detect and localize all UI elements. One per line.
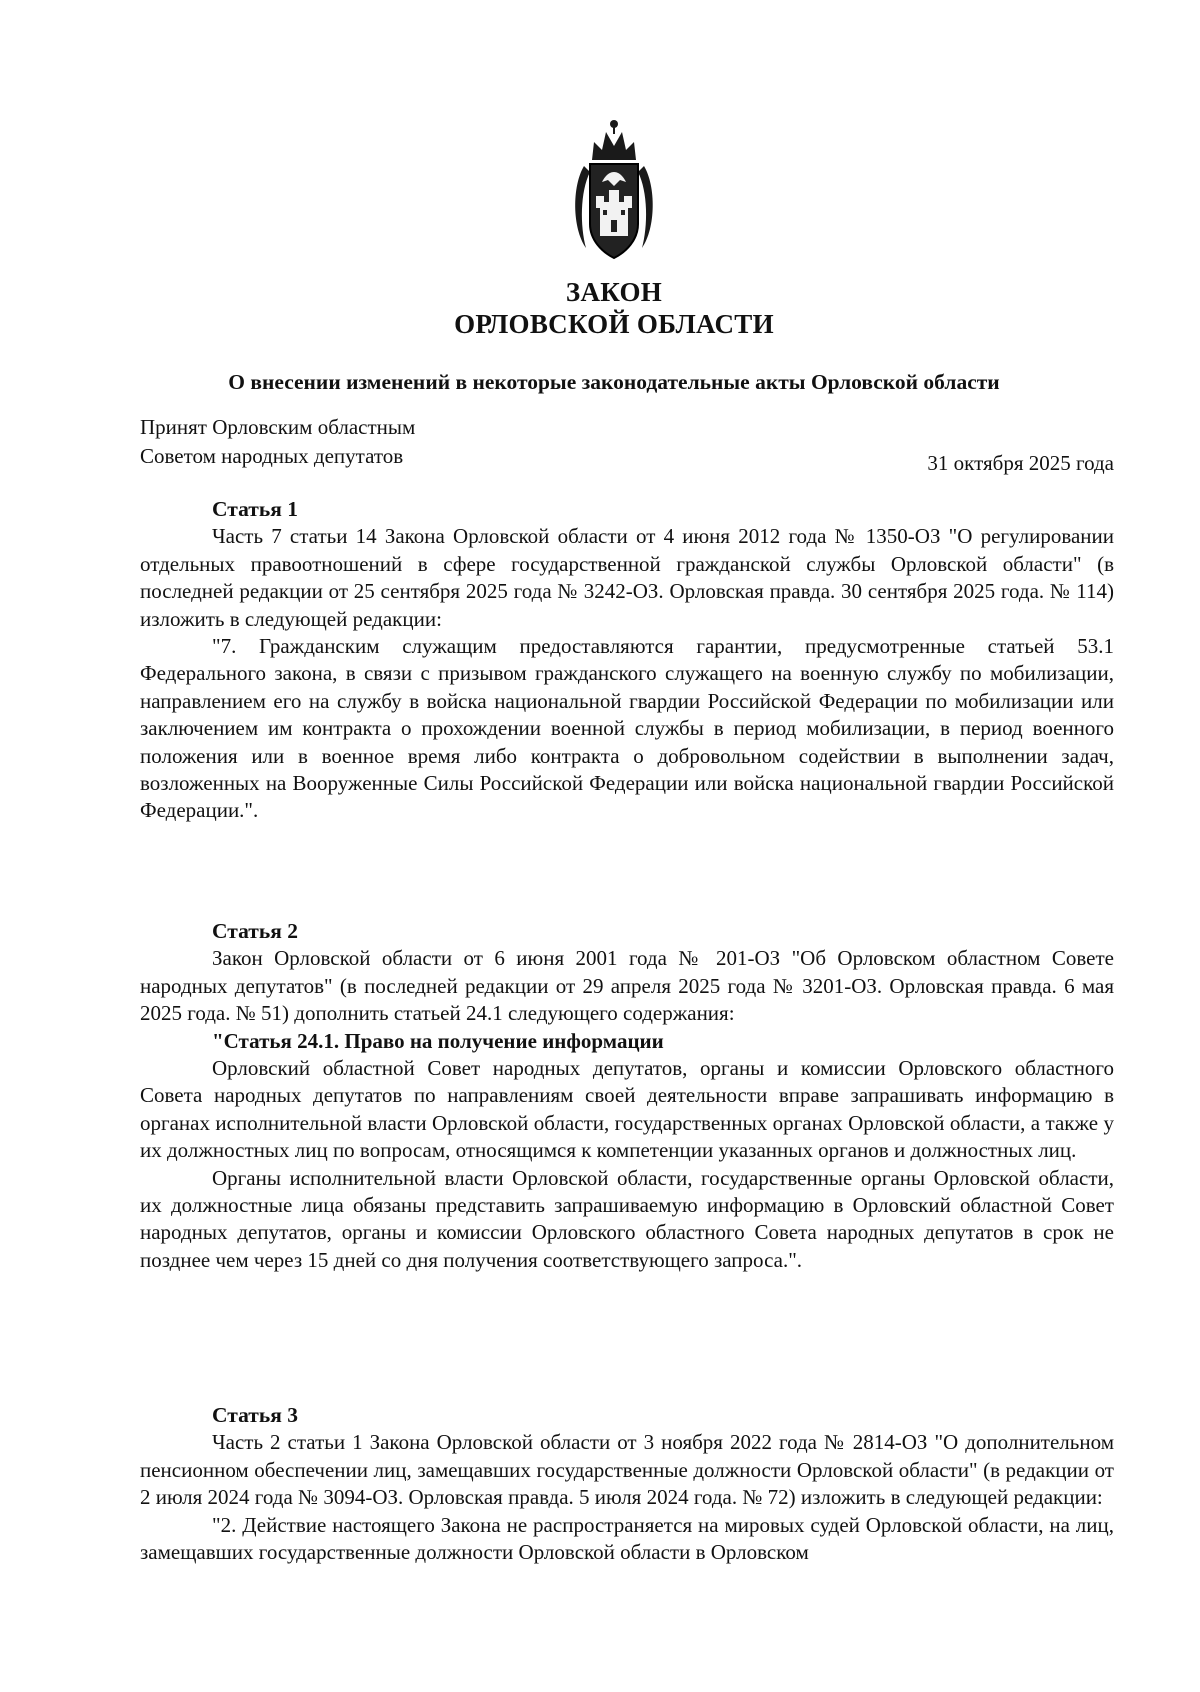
law-title-line2: ОРЛОВСКОЙ ОБЛАСТИ — [454, 309, 774, 339]
adoption-line1: Принят Орловским областным — [140, 415, 416, 439]
article-2 — [140, 918, 1114, 1274]
article-paragraph: "7. Гражданским служащим предоставляются гарантии, предусмотренные статьей 53.1 Федерального закона, в связи с призывом гражданского служащего на военную службу по мобилизации, направлением его на службу в войска национальной гвардии Российской Федерации по мобилизации или заключением им контракта о прохождении военной службы в период мобилизации, в период военного положения или в военное время либо контракта о добровольном содействии в выполнении задач, возложенных на Вооруженные Силы Российской Федерации или войска национальной гвардии Российской Федерации.". — [140, 634, 1114, 823]
article-paragraph: "2. Действие настоящего Закона не распространяется на мировых судей Орловской области, на лиц, замещавших государственные должности Орловской области в Орловском — [140, 1512, 1114, 1565]
new-article-heading: "Статья 24.1. Право на получение информации — [212, 1028, 664, 1053]
adoption-date: 31 октября 2025 года — [927, 451, 1114, 475]
coat-of-arms-emblem — [570, 116, 658, 264]
adoption-line2: Советом народных депутатов — [140, 444, 404, 468]
article-heading: Статья 1 — [212, 497, 298, 521]
new-article-paragraph: Орловский областной Совет народных депутатов, органы и комиссии Орловского областного Совета народных депутатов по направлениям своей деятельности вправе запрашивать информацию в органах исполнительной власти Орловской области, государственных органах Орловской области, а также у их должностных лиц по вопросам, относящимся к компетенции указанных органов и должностных лиц. — [140, 1056, 1114, 1163]
article-heading: Статья 3 — [212, 1403, 298, 1427]
article-heading: Статья 2 — [212, 919, 298, 943]
article-paragraph: Закон Орловской области от 6 июня 2001 года № 201-ОЗ "Об Орловском областном Совете народных депутатов" (в последней редакции от 29 апреля 2025 года № 3201-ОЗ. Орловская правда. 6 мая 2025 года. № 51) дополнить статьей 24.1 следующего содержания: — [140, 946, 1114, 1026]
article-paragraph: Часть 2 статьи 1 Закона Орловской области от 3 ноября 2022 года № 2814-ОЗ "О дополнительном пенсионном обеспечении лиц, замещавших государственные должности Орловской области" (в редакции от 2 июля 2024 года № 3094-ОЗ. Орловская правда. 5 июля 2024 года. № 72) изложить в следующей редакции: — [140, 1430, 1114, 1510]
law-title-line1: ЗАКОН — [565, 277, 663, 307]
article-paragraph: Часть 7 статьи 14 Закона Орловской области от 4 июня 2012 года № 1350-ОЗ "О регулировании отдельных правоотношений в сфере государственной гражданской службы Орловской области" (в последней редакции от 25 сентября 2025 года № 3242-ОЗ. Орловская правда. 30 сентября 2025 года. № 114) изложить в следующей редакции: — [140, 524, 1114, 631]
article-3 — [140, 1402, 1114, 1566]
adoption-info — [140, 413, 415, 471]
new-article-paragraph: Органы исполнительной власти Орловской области, государственные органы Орловской области, их должностные лица обязаны представить запрашиваемую информацию в Орловский областной Совет народных депутатов, органы и комиссии Орловского областного Совета народных депутатов в срок не позднее чем через 15 дней со дня получения соответствующего запроса.". — [140, 1165, 1114, 1272]
law-subject: О внесении изменений в некоторые законодательные акты Орловской области — [228, 370, 1000, 394]
article-1 — [140, 496, 1114, 825]
